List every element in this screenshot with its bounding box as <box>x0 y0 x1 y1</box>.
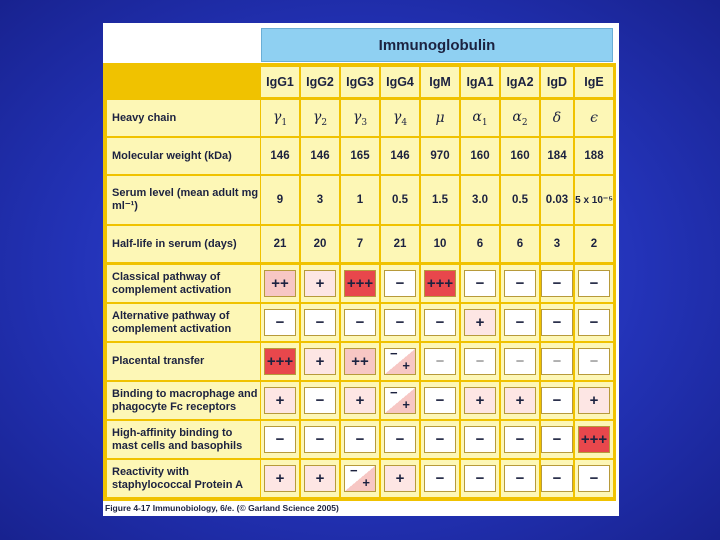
function-value: − <box>541 426 573 453</box>
function-value: − <box>464 465 496 492</box>
property-cell <box>381 100 419 136</box>
row-label-function: Binding to macrophage and phagocyte Fc receptors <box>107 382 260 419</box>
heavy-chain-symbol: μ <box>435 110 445 126</box>
function-value: − <box>304 426 336 453</box>
function-value: + <box>578 387 610 414</box>
heavy-chain-symbol: $\alpha_2$ <box>512 108 528 128</box>
function-value: +++ <box>264 348 296 375</box>
property-cell: 10 <box>421 226 459 262</box>
property-cell: 6 <box>501 226 539 262</box>
row-label-property: Heavy chain <box>107 100 260 136</box>
heavy-chain-symbol: $\gamma_3$ <box>352 108 368 128</box>
property-cell: 0.5 <box>381 176 419 224</box>
function-value: + <box>304 348 336 375</box>
property-cell: 5 x 10⁻⁵ <box>575 176 613 224</box>
property-cell: 146 <box>381 138 419 174</box>
property-cell <box>461 100 499 136</box>
column-header-igg2: IgG2 <box>301 67 339 97</box>
property-cell: 160 <box>501 138 539 174</box>
property-cell <box>261 100 299 136</box>
function-value: +++ <box>578 426 610 453</box>
function-value: − <box>304 309 336 336</box>
property-cell: 3 <box>541 226 573 262</box>
function-value: + <box>504 387 536 414</box>
table-title: Immunoglobulin <box>261 28 613 62</box>
property-cell: 3.0 <box>461 176 499 224</box>
property-cell: 0.03 <box>541 176 573 224</box>
function-value: − <box>424 426 456 453</box>
row-label-function: Reactivity with staphylococcal Protein A <box>107 460 260 497</box>
property-cell: 970 <box>421 138 459 174</box>
function-value: − <box>424 387 456 414</box>
function-value: − <box>541 270 573 297</box>
diag-top-symbol: − <box>390 385 398 400</box>
row-label-function: High-affinity binding to mast cells and basophils <box>107 421 260 458</box>
property-cell <box>575 100 613 136</box>
function-value: + <box>264 465 296 492</box>
function-value: +++ <box>344 270 376 297</box>
property-cell: 1 <box>341 176 379 224</box>
function-value <box>344 465 376 492</box>
property-cell: 20 <box>301 226 339 262</box>
diag-top-symbol: − <box>350 463 358 478</box>
function-value: + <box>264 387 296 414</box>
function-value: − <box>541 465 573 492</box>
function-value: − <box>464 270 496 297</box>
function-value: − <box>541 309 573 336</box>
function-value: − <box>541 387 573 414</box>
function-value: − <box>578 465 610 492</box>
property-cell: 21 <box>261 226 299 262</box>
column-header-iga1: IgA1 <box>461 67 499 97</box>
property-cell: 7 <box>341 226 379 262</box>
row-label-function: Classical pathway of complement activation <box>107 265 260 302</box>
row-label-function: Placental transfer <box>107 343 260 380</box>
column-header-igg1: IgG1 <box>261 67 299 97</box>
function-value: − <box>384 270 416 297</box>
column-header-igg4: IgG4 <box>381 67 419 97</box>
column-header-igd: IgD <box>541 67 573 97</box>
function-value <box>384 387 416 414</box>
property-cell: 21 <box>381 226 419 262</box>
column-header-igg3: IgG3 <box>341 67 379 97</box>
row-label-property: Serum level (mean adult mg ml⁻¹) <box>107 176 260 224</box>
property-cell: 146 <box>261 138 299 174</box>
function-value: − <box>464 348 496 375</box>
property-cell: 2 <box>575 226 613 262</box>
function-value: − <box>424 465 456 492</box>
function-value: − <box>504 309 536 336</box>
function-value: − <box>578 270 610 297</box>
property-cell: 165 <box>341 138 379 174</box>
row-label-property: Half-life in serum (days) <box>107 226 260 262</box>
heavy-chain-symbol: $\gamma_1$ <box>272 108 288 128</box>
function-value: +++ <box>424 270 456 297</box>
diag-bottom-symbol: + <box>402 397 410 412</box>
diag-bottom-symbol: + <box>362 475 370 490</box>
function-value: − <box>504 348 536 375</box>
property-cell <box>341 100 379 136</box>
property-cell <box>421 100 459 136</box>
function-value: − <box>304 387 336 414</box>
diag-top-symbol: − <box>390 346 398 361</box>
function-value: + <box>464 309 496 336</box>
function-value: + <box>384 465 416 492</box>
diag-bottom-symbol: + <box>402 358 410 373</box>
property-cell: 3 <box>301 176 339 224</box>
heavy-chain-symbol: $\gamma_2$ <box>312 108 328 128</box>
function-value: − <box>424 309 456 336</box>
function-value: − <box>384 309 416 336</box>
function-value: + <box>344 387 376 414</box>
column-header-igm: IgM <box>421 67 459 97</box>
function-value: − <box>384 426 416 453</box>
function-value: − <box>264 309 296 336</box>
function-value: + <box>464 387 496 414</box>
column-header-ige: IgE <box>575 67 613 97</box>
function-value: − <box>578 309 610 336</box>
figure-caption: Figure 4-17 Immunobiology, 6/e. (© Garland Science 2005) <box>105 503 339 513</box>
function-value: − <box>344 426 376 453</box>
property-cell: 6 <box>461 226 499 262</box>
property-cell <box>541 100 573 136</box>
property-cell <box>501 100 539 136</box>
heavy-chain-symbol: $\alpha_1$ <box>472 108 488 128</box>
row-label-function: Alternative pathway of complement activation <box>107 304 260 341</box>
property-cell: 0.5 <box>501 176 539 224</box>
property-cell: 1.5 <box>421 176 459 224</box>
function-value: ++ <box>264 270 296 297</box>
heavy-chain-symbol: ϵ <box>590 110 598 126</box>
function-value: − <box>541 348 573 375</box>
property-cell: 160 <box>461 138 499 174</box>
function-value: − <box>504 270 536 297</box>
function-value: − <box>464 426 496 453</box>
row-label-property: Molecular weight (kDa) <box>107 138 260 174</box>
heavy-chain-symbol: δ <box>552 110 562 126</box>
heavy-chain-symbol: $\gamma_4$ <box>392 108 408 128</box>
function-value: − <box>264 426 296 453</box>
function-value: + <box>304 270 336 297</box>
function-value: − <box>344 309 376 336</box>
property-cell: 146 <box>301 138 339 174</box>
property-cell <box>301 100 339 136</box>
function-value: + <box>304 465 336 492</box>
property-cell: 188 <box>575 138 613 174</box>
function-value: − <box>424 348 456 375</box>
function-value: − <box>504 426 536 453</box>
function-value: ++ <box>344 348 376 375</box>
function-value: − <box>578 348 610 375</box>
function-value: − <box>504 465 536 492</box>
function-value <box>384 348 416 375</box>
property-cell: 9 <box>261 176 299 224</box>
column-header-iga2: IgA2 <box>501 67 539 97</box>
figure-slide <box>103 23 619 516</box>
property-cell: 184 <box>541 138 573 174</box>
